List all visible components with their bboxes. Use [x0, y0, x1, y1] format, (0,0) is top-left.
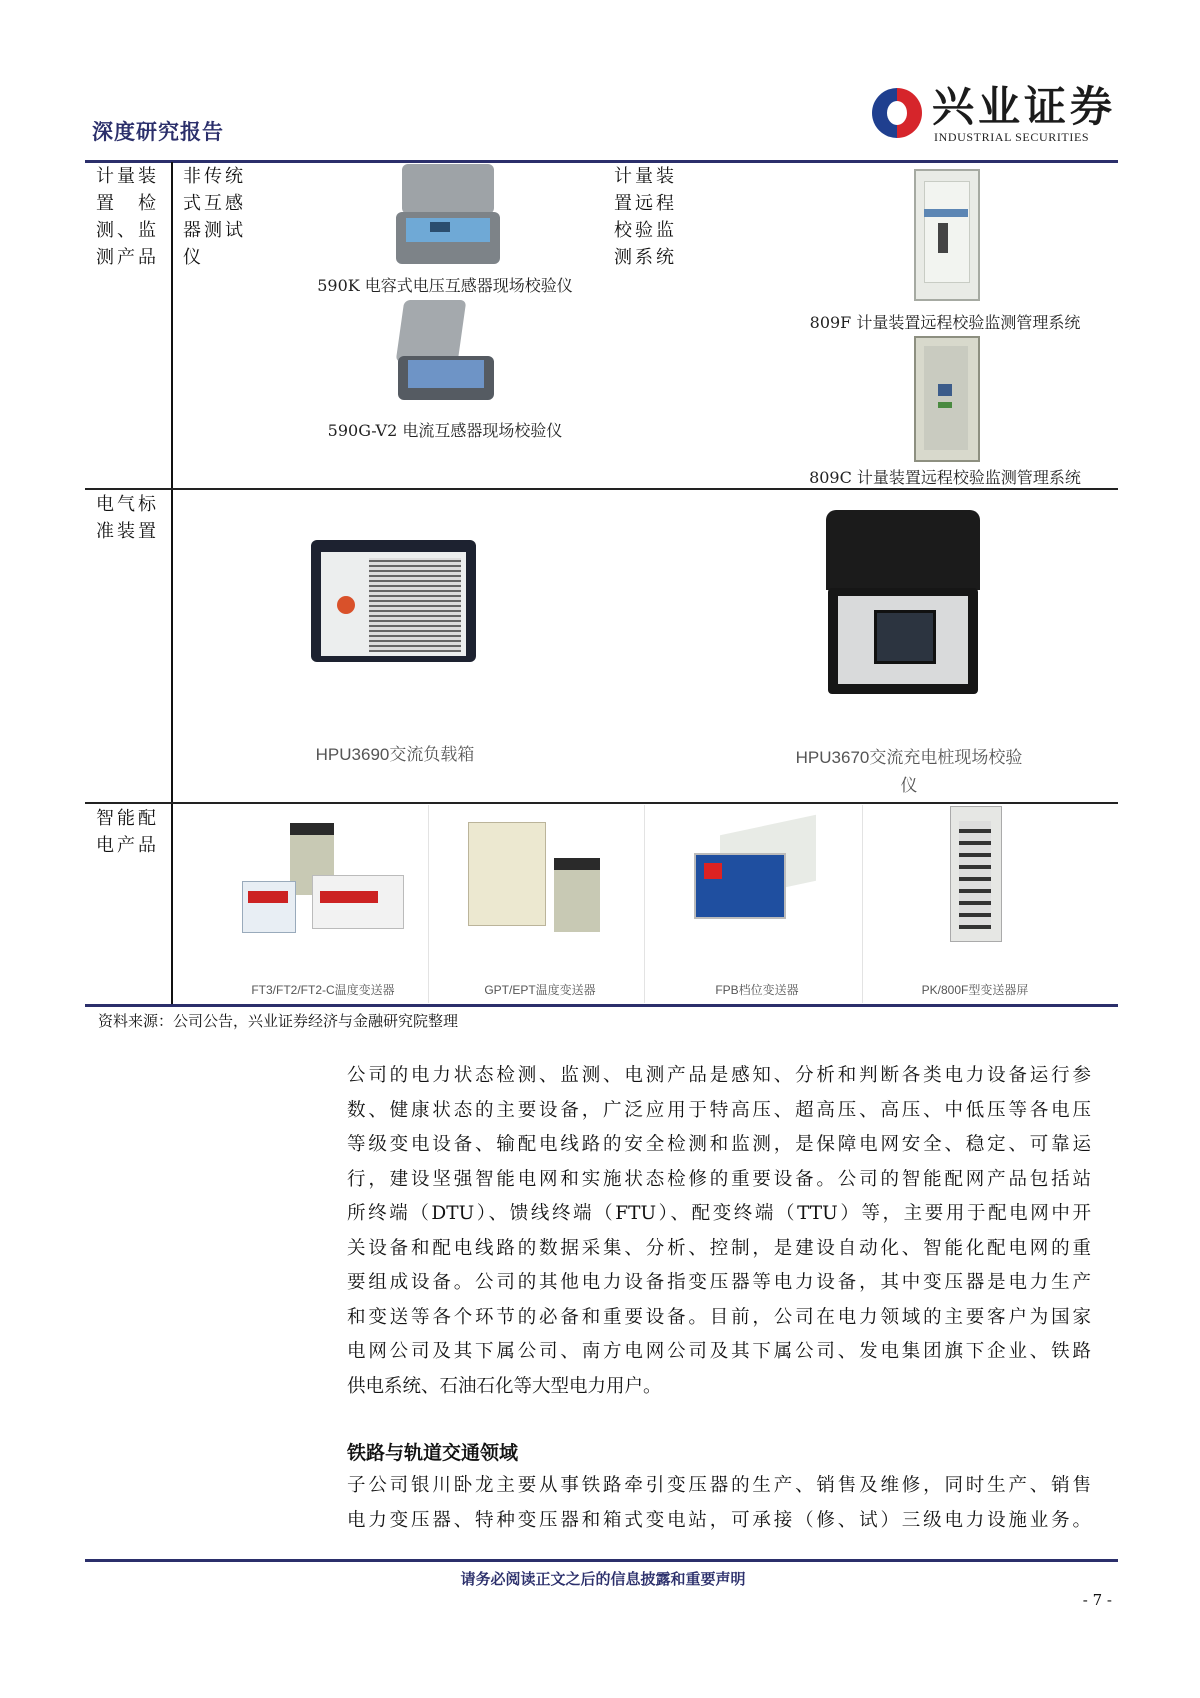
cell-divider: [428, 805, 429, 1003]
company-logo-name: 兴业证券: [932, 82, 1117, 131]
subcategory-line: 仪: [183, 247, 204, 268]
category-line: 准装置: [96, 521, 159, 542]
text-line: 关设备和配电线路的数据采集、分析、控制，是建设自动化、智能化配电网的重: [347, 1237, 1091, 1259]
subcategory-line: 非传统: [183, 166, 246, 187]
text-line: 电网公司及其下属公司、南方电网公司及其下属公司、发电集团旗下企业、铁路: [347, 1341, 1091, 1362]
product-image-ft3: [240, 815, 410, 935]
product-image-590k: [392, 164, 507, 268]
subcategory-line: 校验监: [614, 220, 677, 241]
caption-line: HPU3670交流充电桩现场校验: [795, 748, 1023, 767]
product-caption: [796, 744, 1023, 800]
cell-divider: [862, 805, 863, 1003]
table-row-divider: [85, 488, 1118, 490]
product-caption: FT3/FT2/FT2-C温度变送器: [251, 983, 395, 997]
company-logo-english: INDUSTRIAL SECURITIES: [934, 130, 1090, 144]
category-line: 计量装: [96, 166, 159, 187]
product-caption: FPB档位变送器: [715, 983, 799, 997]
text-line: 行，建设坚强智能电网和实施状态检修的重要设备。公司的智能配网产品包括站: [347, 1168, 1091, 1190]
subcategory-line: 计量装: [614, 166, 677, 187]
subcategory-transformer-tester: [183, 163, 246, 271]
product-caption: 809F 计量装置远程校验监测管理系统: [809, 313, 1081, 332]
product-image-590g-v2: [390, 300, 500, 410]
product-caption: HPU3690交流负载箱: [315, 745, 475, 764]
section-heading-railway: 铁路与轨道交通领域: [347, 1442, 519, 1464]
page-number: - 7 -: [1082, 1591, 1112, 1609]
table-column-divider: [171, 162, 173, 1005]
company-logo-icon: [872, 88, 922, 138]
product-caption: PK/800F型变送器屏: [921, 983, 1029, 997]
subcategory-line: 式互感: [183, 193, 246, 214]
table-source-note: 资料来源：公司公告，兴业证券经济与金融研究院整理: [98, 1012, 459, 1030]
footer-rule: [85, 1559, 1118, 1562]
subcategory-remote-calibration: [614, 163, 677, 271]
text-line: 公司的电力状态检测、监测、电测产品是感知、分析和判断各类电力设备运行参: [347, 1065, 1091, 1086]
text-line: 供电系统、石油石化等大型电力用户。: [347, 1375, 662, 1397]
text-line: 子公司银川卧龙主要从事铁路牵引变压器的生产、销售及维修，同时生产、销售: [347, 1475, 1091, 1496]
report-type-label: 深度研究报告: [92, 119, 224, 144]
subcategory-line: 置远程: [614, 193, 677, 214]
product-image-809c: [914, 336, 980, 462]
category-line: 测产品: [96, 247, 159, 268]
table-row-divider: [85, 802, 1118, 804]
caption-line: 仪: [900, 776, 918, 795]
product-image-809f: [914, 169, 980, 301]
text-line: 要组成设备。公司的其他电力设备指变压器等电力设备，其中变压器是电力生产: [347, 1272, 1091, 1293]
body-paragraph-power: [347, 1059, 1091, 1404]
footer-disclaimer: 请务必阅读正文之后的信息披露和重要声明: [460, 1571, 746, 1588]
category-electrical-standard: [96, 491, 159, 545]
text-line: 所终端（DTU）、馈线终端（FTU）、配变终端（TTU）等，主要用于配电网中开: [347, 1203, 1091, 1224]
body-paragraph-railway: [347, 1469, 1091, 1538]
text-line: 数、健康状态的主要设备，广泛应用于特高压、超高压、高压、中低压等各电压: [347, 1099, 1091, 1121]
product-caption: 590G-V2 电流互感器现场校验仪: [327, 421, 563, 440]
category-line: 测、监: [96, 220, 159, 241]
category-line: 电气标: [96, 494, 159, 515]
category-line: 智能配: [96, 808, 159, 829]
table-bottom-rule: [85, 1004, 1118, 1007]
product-image-fpb: [690, 825, 830, 925]
text-line: 等级变电设备、输配电线路的安全检测和监测，是保障电网安全、稳定、可靠运: [347, 1134, 1091, 1155]
text-line: 和变送等各个环节的必备和重要设备。目前，公司在电力领域的主要客户为国家: [347, 1306, 1091, 1328]
product-image-hpu3690: [311, 540, 476, 662]
product-caption: GPT/EPT温度变送器: [484, 983, 596, 997]
cell-divider: [644, 805, 645, 1003]
product-caption: 590K 电容式电压互感器现场校验仪: [317, 276, 573, 295]
category-line: 电产品: [96, 835, 159, 856]
category-metering-detection: [96, 163, 159, 271]
product-image-gpt: [462, 818, 622, 934]
product-image-hpu3670: [818, 510, 988, 698]
subcategory-line: 器测试: [183, 220, 246, 241]
category-line: 置 检: [96, 193, 159, 214]
category-smart-distribution: [96, 805, 159, 859]
text-line: 电力变压器、特种变压器和箱式变电站，可承接（修、试）三级电力设施业务。: [347, 1509, 1091, 1531]
product-image-pk800f: [950, 806, 1002, 942]
subcategory-line: 测系统: [614, 247, 677, 268]
product-caption: 809C 计量装置远程校验监测管理系统: [809, 468, 1081, 487]
